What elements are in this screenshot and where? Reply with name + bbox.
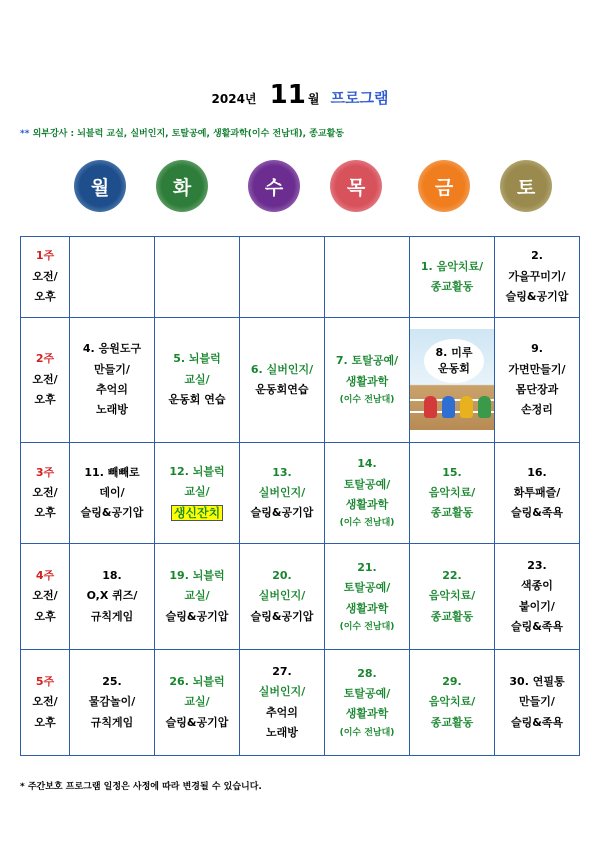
- day-cell: [240, 442, 325, 543]
- activity-line: 실버인지/: [258, 685, 306, 699]
- activity-line: (이수 전남대): [339, 621, 395, 632]
- day-cell: [155, 317, 240, 442]
- day-cell: [240, 317, 325, 442]
- day-cell: [410, 317, 495, 442]
- footer-note: * 주간보호 프로그램 일정은 사정에 따라 변경될 수 있습니다.: [20, 782, 262, 792]
- activity-line: 21.: [357, 560, 377, 574]
- day-cell: [495, 237, 580, 318]
- day-cell: [70, 442, 155, 543]
- activity-line: 종교활동: [430, 609, 474, 623]
- activity-line: 종교활동: [430, 279, 474, 293]
- page-title: [0, 80, 600, 110]
- day-cell: [240, 544, 325, 650]
- calendar-body: [21, 237, 580, 756]
- activity-line: 16.: [527, 465, 547, 479]
- week-time-pm: 오후: [34, 506, 56, 520]
- day-cell: [155, 544, 240, 650]
- activity-line: 22.: [442, 569, 462, 583]
- week-label: [21, 544, 70, 650]
- week-time-pm: 오후: [34, 715, 56, 729]
- activity-line: 만들기/: [519, 695, 555, 709]
- activity-line: 교실/: [184, 589, 210, 603]
- activity-line: 종교활동: [430, 506, 474, 520]
- activity-line: 화투패즐/: [513, 485, 561, 499]
- activity-line: 음악치료/: [428, 695, 476, 709]
- activity-line: 13.: [272, 465, 292, 479]
- running-child-figure: [460, 396, 473, 418]
- day-cell: [70, 317, 155, 442]
- activity-line: (이수 전남대): [339, 727, 395, 738]
- week-number: 1주: [35, 249, 55, 263]
- week-label: [21, 650, 70, 756]
- weekday-badges: [0, 160, 600, 220]
- activity-line: 실버인지/: [258, 485, 306, 499]
- activity-line: 운동회: [438, 362, 470, 376]
- activity-line: 슬링&족욕: [510, 620, 564, 633]
- day-cell: [495, 317, 580, 442]
- day-cell: [410, 442, 495, 543]
- day-cell: [155, 650, 240, 756]
- activity-line: O,X 퀴즈/: [86, 589, 138, 603]
- activity-line: 4. 응원도구: [82, 342, 142, 356]
- activity-line: 생활과학: [345, 707, 389, 721]
- day-cell: [410, 544, 495, 650]
- external-instructor-note: [20, 126, 344, 139]
- activity-line: 물감놀이/: [88, 695, 136, 709]
- activity-line: (이수 전남대): [339, 394, 395, 405]
- week-number: 2주: [35, 352, 55, 366]
- activity-line: 몸단장과: [515, 382, 559, 396]
- weekday-badge-sat: 토: [500, 160, 552, 212]
- week-number: 3주: [35, 465, 55, 479]
- activity-line: 규칙게임: [90, 715, 134, 729]
- activity-line: 슬링&족욕: [510, 506, 564, 520]
- week-time-am: 오전/: [32, 372, 58, 386]
- activity-line: 25.: [102, 675, 122, 689]
- day-cell: [240, 237, 325, 318]
- day-cell: [325, 237, 410, 318]
- activity-line: 붙이기/: [519, 599, 555, 613]
- activity-line: 29.: [442, 675, 462, 689]
- activity-line: 9.: [531, 342, 543, 356]
- activity-line: 음악치료/: [428, 589, 476, 603]
- activity-line: 7. 토탈공예/: [335, 354, 399, 368]
- activity-line: 가을꾸미기/: [508, 269, 566, 283]
- week-time-am: 오전/: [32, 485, 58, 499]
- title-month: 11: [269, 80, 306, 110]
- activity-line: 6. 실버인지/: [250, 362, 314, 376]
- title-year: 2024년: [211, 92, 257, 106]
- activity-line: 19. 뇌블럭: [169, 569, 225, 583]
- day-cell: [495, 544, 580, 650]
- week-row: [21, 544, 580, 650]
- running-child-figure: [424, 396, 437, 418]
- activity-line: 생활과학: [345, 601, 389, 615]
- activity-line: 11. 빼빼로: [84, 465, 140, 479]
- week-label: [21, 237, 70, 318]
- activity-line: 18.: [102, 569, 122, 583]
- weekday-badge-mon: 월: [74, 160, 126, 212]
- activity-line: 교실/: [184, 695, 210, 709]
- activity-line: 실버인지/: [258, 589, 306, 603]
- activity-line: 종교활동: [430, 715, 474, 729]
- running-child-figure: [478, 396, 491, 418]
- activity-line: 손정리: [521, 403, 553, 417]
- weekday-badge-fri: 금: [418, 160, 470, 212]
- day-cell: [70, 237, 155, 318]
- week-time-am: 오전/: [32, 269, 58, 283]
- week-time-am: 오전/: [32, 589, 58, 603]
- activity-line: 운동회 연습: [168, 393, 226, 407]
- activity-line: 28.: [357, 666, 377, 680]
- day-cell: [155, 237, 240, 318]
- activity-line: 노래방: [96, 403, 128, 417]
- activity-line: 26. 뇌블럭: [169, 675, 225, 689]
- activity-line: 2.: [531, 249, 543, 263]
- birthday-party-highlight: 생신잔치: [171, 505, 223, 521]
- activity-line: 8. 미루: [435, 345, 473, 359]
- day-cell: [410, 650, 495, 756]
- activity-line: 토탈공예/: [343, 477, 391, 491]
- weekday-badge-thu: 목: [330, 160, 382, 212]
- weekday-badge-wed: 수: [248, 160, 300, 212]
- activity-line: 생활과학: [345, 497, 389, 511]
- day-cell: [325, 650, 410, 756]
- title-program: 프로그램: [330, 89, 389, 107]
- activity-line: 30. 연필통: [509, 675, 565, 689]
- activity-line: 14.: [357, 457, 377, 471]
- day-cell: [325, 442, 410, 543]
- activity-line: 가면만들기/: [508, 362, 566, 376]
- sports-day-illustration: [410, 329, 494, 430]
- day-cell: [495, 650, 580, 756]
- activity-line: 23.: [527, 558, 547, 572]
- running-child-figure: [442, 396, 455, 418]
- event-bubble: [424, 339, 484, 383]
- activity-line: 생활과학: [345, 374, 389, 388]
- activity-line: 토탈공예/: [343, 581, 391, 595]
- week-row: [21, 442, 580, 543]
- activity-line: (이수 전남대): [339, 518, 395, 529]
- activity-line: 슬링&공기압: [505, 290, 569, 304]
- activity-line: 추억의: [96, 382, 128, 396]
- day-cell: [70, 544, 155, 650]
- activity-line: 데이/: [99, 485, 125, 499]
- day-cell: [155, 442, 240, 543]
- week-time-pm: 오후: [34, 609, 56, 623]
- activity-line: 슬링&공기압: [165, 609, 229, 623]
- week-row: [21, 237, 580, 318]
- program-calendar: [20, 236, 580, 756]
- activity-line: 만들기/: [94, 362, 130, 376]
- activity-line: 슬링&공기압: [165, 715, 229, 729]
- activity-line: 27.: [272, 664, 292, 678]
- day-cell: [325, 317, 410, 442]
- week-label: [21, 317, 70, 442]
- activity-line: 노래방: [266, 725, 298, 739]
- activity-line: 슬링&공기압: [250, 506, 314, 520]
- week-time-pm: 오후: [34, 290, 56, 304]
- activity-line: 20.: [272, 569, 292, 583]
- activity-line: 색종이: [521, 579, 553, 593]
- activity-line: 슬링&공기압: [80, 506, 144, 520]
- week-time-am: 오전/: [32, 695, 58, 709]
- week-row: [21, 650, 580, 756]
- day-cell: [325, 544, 410, 650]
- activity-line: 5. 뇌블럭: [173, 352, 221, 366]
- week-row: [21, 317, 580, 442]
- activity-line: 음악치료/: [428, 485, 476, 499]
- activity-line: 12. 뇌블럭: [169, 464, 225, 478]
- note-star: **: [20, 129, 30, 139]
- activity-line: 슬링&공기압: [250, 609, 314, 623]
- activity-line: 1. 음악치료/: [420, 259, 484, 273]
- week-label: [21, 442, 70, 543]
- activity-line: 슬링&족욕: [510, 715, 564, 729]
- day-cell: [410, 237, 495, 318]
- activity-line: 교실/: [184, 484, 210, 498]
- week-time-pm: 오후: [34, 393, 56, 407]
- week-number: 5주: [35, 675, 55, 689]
- activity-line: 토탈공예/: [343, 687, 391, 701]
- activity-line: 운동회연습: [255, 382, 309, 396]
- activity-line: [157, 502, 237, 524]
- week-number: 4주: [35, 569, 55, 583]
- activity-line: 15.: [442, 465, 462, 479]
- day-cell: [240, 650, 325, 756]
- activity-line: 규칙게임: [90, 609, 134, 623]
- day-cell: [70, 650, 155, 756]
- activity-line: 교실/: [184, 372, 210, 386]
- note-text: 외부강사 : 뇌블럭 교실, 실버인지, 토탈공예, 생활과학(이수 전남대), 종교활동: [32, 129, 344, 139]
- weekday-badge-tue: 화: [156, 160, 208, 212]
- title-month-suffix: 월: [307, 92, 320, 106]
- activity-line: 추억의: [266, 705, 298, 719]
- day-cell: [495, 442, 580, 543]
